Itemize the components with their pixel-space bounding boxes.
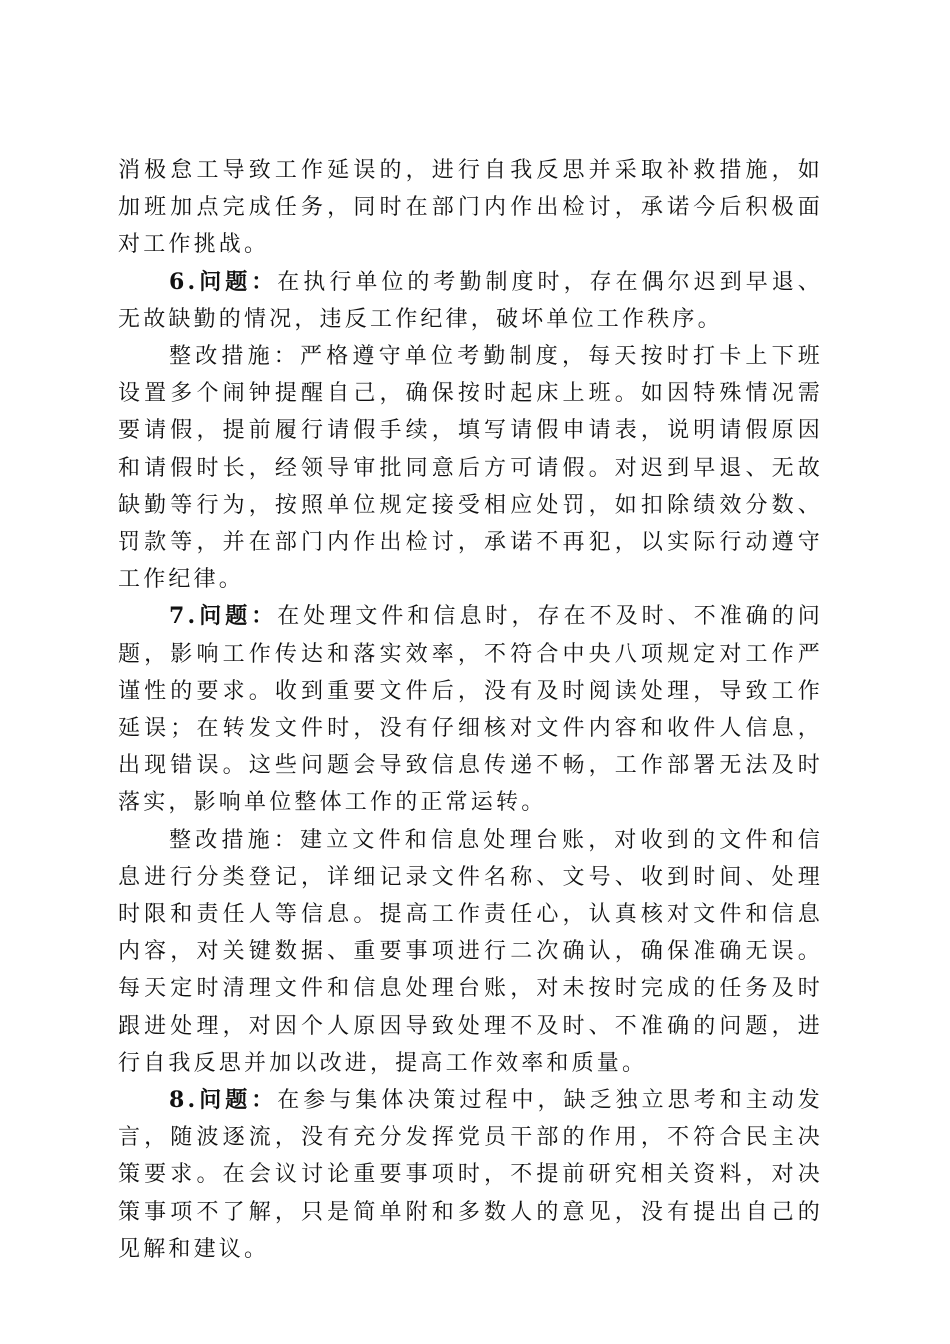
issue-heading: 问题：: [198, 603, 278, 630]
issue-number: 6.: [169, 268, 199, 295]
issue-number: 8.: [169, 1087, 199, 1114]
issue-number: 7.: [169, 603, 199, 630]
issue-heading: 问题：: [198, 1087, 278, 1114]
issue-text: 在处理文件和信息时，存在不及时、不准确的问题，影响工作传达和落实效率，不符合中央八项规定对工作严谨性的要求。收到重要文件后，没有及时阅读处理，导致工作延误；在转发文件时，没有仔细核对文件内容和收件人信息，出现错误。这些问题会导致信息传递不畅，工作部署无法及时落实，影响单位整体工作的正常运转。: [118, 604, 823, 816]
document-page: [118, 152, 823, 1268]
rectification-7: [118, 822, 823, 1082]
paragraph-continuation: [118, 152, 823, 264]
issue-text: 在参与集体决策过程中，缺乏独立思考和主动发言，随波逐流，没有充分发挥党员干部的作用，不符合民主决策要求。在会议讨论重要事项时，不提前研究相关资料，对决策事项不了解，只是简单附和多数人的意见，没有提出自己的见解和建议。: [118, 1088, 823, 1262]
rectification-text: 整改措施：严格遵守单位考勤制度，每天按时打卡上下班设置多个闹钟提醒自己，确保按时起床上班。如因特殊情况需要请假，提前履行请假手续，填写请假申请表，说明请假原因和请假时长，经领导审批同意后方可请假。对迟到早退、无故缺勤等行为，按照单位规定接受相应处罚，如扣除绩效分数、罚款等，并在部门内作出检讨，承诺不再犯，以实际行动遵守工作纪律。: [118, 344, 823, 593]
issue-7: [118, 598, 823, 821]
rectification-6: [118, 338, 823, 598]
issue-heading: 问题：: [198, 268, 278, 295]
issue-6: [118, 264, 823, 338]
paragraph-text: 消极怠工导致工作延误的，进行自我反思并采取补救措施，如加班加点完成任务，同时在部门内作出检讨，承诺今后积极面对工作挑战。: [118, 158, 823, 258]
issue-text: 在执行单位的考勤制度时，存在偶尔迟到早退、无故缺勤的情况，违反工作纪律，破坏单位工作秩序。: [118, 269, 823, 332]
issue-8: [118, 1082, 823, 1268]
rectification-text: 整改措施：建立文件和信息处理台账，对收到的文件和信息进行分类登记，详细记录文件名称、文号、收到时间、处理时限和责任人等信息。提高工作责任心，认真核对文件和信息内容，对关键数据、重要事项进行二次确认，确保准确无误。每天定时清理文件和信息处理台账，对未按时完成的任务及时跟进处理，对因个人原因导致处理不及时、不准确的问题，进行自我反思并加以改进，提高工作效率和质量。: [118, 827, 823, 1076]
